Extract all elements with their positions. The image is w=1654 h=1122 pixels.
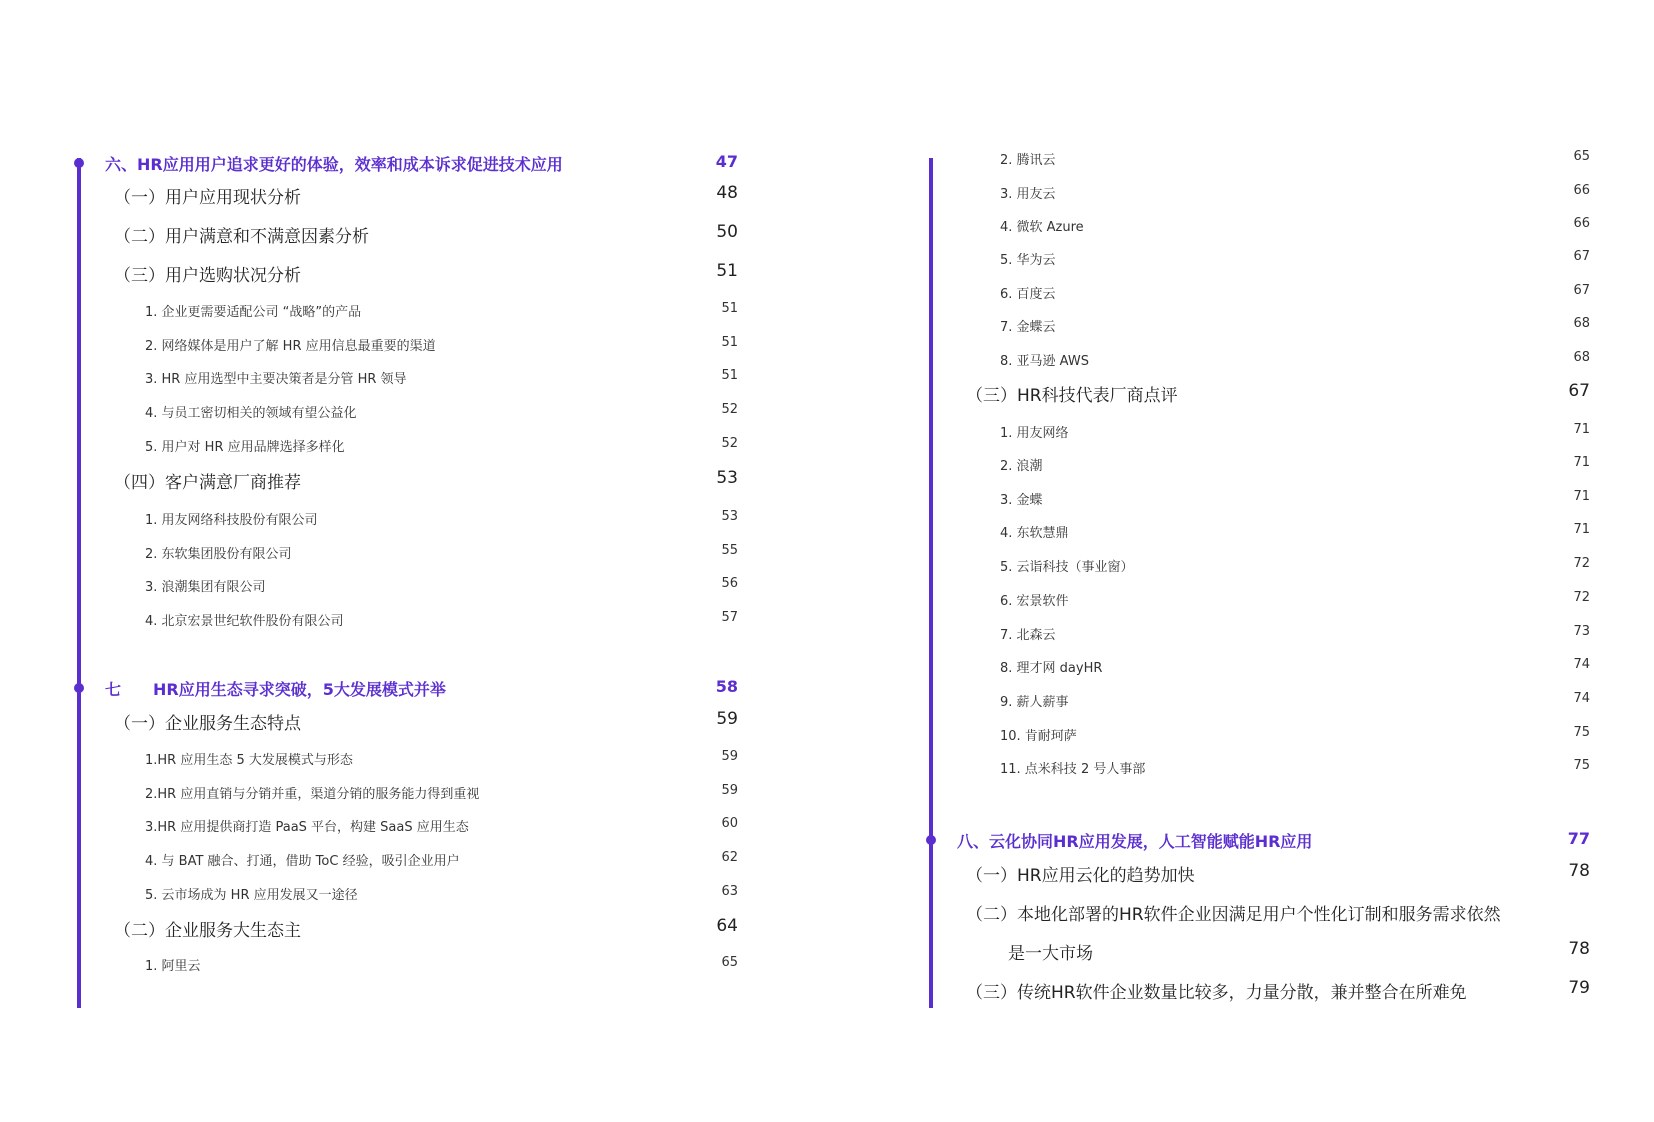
- toc-subsection[interactable]: [78, 877, 738, 907]
- toc-entry-title: （二）本地化部署的HR软件企业因满足用户个性化订制和服务需求依然: [966, 905, 1501, 925]
- toc-entry-page: 51: [721, 335, 738, 350]
- toc-entry-title: （一）企业服务生态特点: [114, 714, 301, 734]
- toc-entry-title: 1. 阿里云: [145, 959, 201, 974]
- toc-section[interactable]: [78, 257, 738, 287]
- toc-section[interactable]: [78, 912, 738, 942]
- toc-entry-page: 71: [1573, 455, 1590, 470]
- toc-subsection[interactable]: [78, 328, 738, 358]
- toc-entry-title: 4. 与员工密切相关的领域有望公益化: [145, 406, 357, 421]
- toc-entry-page: 51: [721, 301, 738, 316]
- toc-entry-title: 4. 东软慧鼎: [1000, 526, 1069, 541]
- toc-entry-page: 66: [1573, 216, 1590, 231]
- toc-entry-page: 65: [1573, 149, 1590, 164]
- toc-entry-page: 53: [721, 509, 738, 524]
- toc-entry-title: 9. 薪人薪事: [1000, 695, 1069, 710]
- toc-section[interactable]: [930, 974, 1590, 1004]
- toc-entry-title: 1.HR 应用生态 5 大发展模式与形态: [145, 753, 353, 768]
- toc-subsection[interactable]: [78, 569, 738, 599]
- toc-entry-page: 56: [721, 576, 738, 591]
- toc-entry-title: （四）客户满意厂商推荐: [114, 473, 301, 493]
- toc-entry-page: 51: [721, 368, 738, 383]
- toc-entry-title: 6. 百度云: [1000, 287, 1056, 302]
- toc-entry-page: 78: [1568, 861, 1590, 881]
- toc-section[interactable]: [78, 705, 738, 735]
- toc-entry-title: 3. 浪潮集团有限公司: [145, 580, 266, 595]
- toc-entry-page: 74: [1573, 657, 1590, 672]
- toc-entry-title: 六、HR应用用户追求更好的体验，效率和成本诉求促进技术应用: [105, 155, 563, 174]
- toc-subsection[interactable]: [78, 776, 738, 806]
- toc-entry-title: 1. 用友网络: [1000, 426, 1069, 441]
- toc-subsection[interactable]: [930, 684, 1590, 714]
- toc-section[interactable]: [78, 179, 738, 209]
- toc-entry-title: 2. 网络媒体是用户了解 HR 应用信息最重要的渠道: [145, 339, 436, 354]
- toc-subsection[interactable]: [930, 276, 1590, 306]
- toc-subsection[interactable]: [78, 429, 738, 459]
- toc-section[interactable]: [930, 857, 1590, 887]
- toc-entry-title: （三）HR科技代表厂商点评: [966, 386, 1178, 406]
- toc-subsection[interactable]: [930, 515, 1590, 545]
- toc-entry-page: 67: [1568, 381, 1590, 401]
- toc-entry-page: 48: [716, 183, 738, 203]
- toc-entry-title: 1. 企业更需要适配公司 “战略”的产品: [145, 305, 362, 320]
- toc-entry-page: 62: [721, 850, 738, 865]
- toc-entry-page: 79: [1568, 978, 1590, 998]
- toc-entry-page: 55: [721, 543, 738, 558]
- toc-subsection[interactable]: [930, 309, 1590, 339]
- toc-entry-title: 八、云化协同HR应用发展，人工智能赋能HR应用: [957, 832, 1313, 851]
- toc-entry-page: 52: [721, 436, 738, 451]
- toc-entry-title: （一）HR应用云化的趋势加快: [966, 866, 1195, 886]
- toc-entry-page: 65: [721, 955, 738, 970]
- toc-entry-title: 3.HR 应用提供商打造 PaaS 平台，构建 SaaS 应用生态: [145, 820, 469, 835]
- toc-subsection[interactable]: [930, 482, 1590, 512]
- toc-chapter-7[interactable]: [78, 673, 738, 703]
- toc-entry-title: 2.HR 应用直销与分销并重，渠道分销的服务能力得到重视: [145, 787, 480, 802]
- toc-entry-title: 4. 微软 Azure: [1000, 220, 1084, 235]
- toc-entry-page: 66: [1573, 183, 1590, 198]
- toc-entry-title: 5. 云市场成为 HR 应用发展又一途径: [145, 888, 358, 903]
- toc-entry-page: 75: [1573, 725, 1590, 740]
- toc-subsection[interactable]: [930, 343, 1590, 373]
- toc-subsection[interactable]: [930, 415, 1590, 445]
- toc-entry-title: 7. 北森云: [1000, 628, 1056, 643]
- toc-entry-title: （二）用户满意和不满意因素分析: [114, 227, 369, 247]
- toc-subsection[interactable]: [930, 650, 1590, 680]
- toc-entry-page: 68: [1573, 350, 1590, 365]
- toc-entry-title: 10. 肯耐珂萨: [1000, 729, 1077, 744]
- toc-entry-page: 75: [1573, 758, 1590, 773]
- toc-entry-page: 59: [721, 749, 738, 764]
- toc-subsection[interactable]: [78, 361, 738, 391]
- toc-section-continuation[interactable]: [930, 935, 1590, 965]
- toc-entry-page: 71: [1573, 522, 1590, 537]
- toc-entry-page: 78: [1568, 939, 1590, 959]
- toc-entry-page: 53: [716, 468, 738, 488]
- toc-entry-title: 七 HR应用生态寻求突破，5大发展模式并举: [105, 680, 446, 699]
- toc-entry-page: 47: [715, 152, 738, 171]
- toc-entry-page: 68: [1573, 316, 1590, 331]
- toc-subsection[interactable]: [78, 294, 738, 324]
- toc-entry-page: 50: [716, 222, 738, 242]
- toc-entry-page: 64: [716, 916, 738, 936]
- toc-subsection[interactable]: [930, 209, 1590, 239]
- toc-entry-title: 3. 用友云: [1000, 187, 1056, 202]
- toc-entry-title: 1. 用友网络科技股份有限公司: [145, 513, 318, 528]
- toc-entry-title: （三）传统HR软件企业数量比较多，力量分散，兼并整合在所难免: [966, 983, 1467, 1003]
- toc-entry-title: 3. 金蝶: [1000, 493, 1043, 508]
- toc-subsection[interactable]: [930, 718, 1590, 748]
- toc-entry-page: 67: [1573, 283, 1590, 298]
- toc-entry-title: 5. 华为云: [1000, 253, 1056, 268]
- toc-entry-title: 4. 与 BAT 融合、打通，借助 ToC 经验，吸引企业用户: [145, 854, 460, 869]
- chapter-bullet-icon: [74, 683, 84, 693]
- toc-section[interactable]: [930, 377, 1590, 407]
- toc-subsection[interactable]: [930, 176, 1590, 206]
- toc-subsection[interactable]: [930, 583, 1590, 613]
- toc-entry-title: 2. 东软集团股份有限公司: [145, 547, 292, 562]
- toc-section[interactable]: [78, 464, 738, 494]
- toc-entry-page: 67: [1573, 249, 1590, 264]
- toc-entry-title: 8. 理才网 dayHR: [1000, 661, 1103, 676]
- toc-chapter-6[interactable]: [78, 148, 738, 178]
- toc-subsection[interactable]: [930, 242, 1590, 272]
- toc-entry-title: 7. 金蝶云: [1000, 320, 1056, 335]
- toc-entry-title: 5. 云诣科技（事业窗）: [1000, 560, 1134, 575]
- toc-entry-page: 59: [716, 709, 738, 729]
- toc-entry-title: 2. 浪潮: [1000, 459, 1043, 474]
- toc-entry-page: 52: [721, 402, 738, 417]
- toc-entry-title: 是一大市场: [1008, 944, 1093, 964]
- toc-entry-page: 72: [1573, 590, 1590, 605]
- chapter-bullet-icon: [926, 835, 936, 845]
- toc-entry-page: 60: [721, 816, 738, 831]
- toc-entry-title: 5. 用户对 HR 应用品牌选择多样化: [145, 440, 345, 455]
- toc-subsection[interactable]: [930, 549, 1590, 579]
- toc-subsection[interactable]: [78, 843, 738, 873]
- toc-subsection[interactable]: [78, 603, 738, 633]
- toc-subsection[interactable]: [930, 617, 1590, 647]
- toc-entry-page: 72: [1573, 556, 1590, 571]
- toc-entry-title: 3. HR 应用选型中主要决策者是分管 HR 领导: [145, 372, 407, 387]
- toc-entry-page: 57: [721, 610, 738, 625]
- toc-subsection[interactable]: [78, 536, 738, 566]
- toc-section[interactable]: [930, 896, 1590, 926]
- toc-subsection[interactable]: [78, 395, 738, 425]
- toc-entry-title: 2. 腾讯云: [1000, 153, 1056, 168]
- toc-entry-title: 6. 宏景软件: [1000, 594, 1069, 609]
- toc-entry-page: 58: [715, 677, 738, 696]
- toc-entry-page: 71: [1573, 422, 1590, 437]
- toc-subsection[interactable]: [930, 142, 1590, 172]
- toc-entry-title: 4. 北京宏景世纪软件股份有限公司: [145, 614, 344, 629]
- toc-entry-title: 8. 亚马逊 AWS: [1000, 354, 1089, 369]
- toc-entry-page: 77: [1567, 829, 1590, 848]
- toc-subsection[interactable]: [930, 751, 1590, 781]
- toc-entry-page: 59: [721, 783, 738, 798]
- toc-subsection[interactable]: [930, 448, 1590, 478]
- toc-entry-title: （一）用户应用现状分析: [114, 188, 301, 208]
- toc-entry-title: （二）企业服务大生态主: [114, 921, 301, 941]
- toc-entry-title: 11. 点米科技 2 号人事部: [1000, 762, 1146, 777]
- chapter-bullet-icon: [74, 158, 84, 168]
- toc-entry-page: 71: [1573, 489, 1590, 504]
- toc-chapter-8[interactable]: [930, 825, 1590, 855]
- toc-entry-page: 51: [716, 261, 738, 281]
- toc-section[interactable]: [78, 218, 738, 248]
- toc-subsection[interactable]: [78, 502, 738, 532]
- toc-entry-page: 63: [721, 884, 738, 899]
- toc-entry-page: 73: [1573, 624, 1590, 639]
- toc-entry-page: 74: [1573, 691, 1590, 706]
- toc-entry-title: （三）用户选购状况分析: [114, 266, 301, 286]
- toc-subsection[interactable]: [78, 742, 738, 772]
- toc-subsection[interactable]: [78, 948, 738, 978]
- toc-subsection[interactable]: [78, 809, 738, 839]
